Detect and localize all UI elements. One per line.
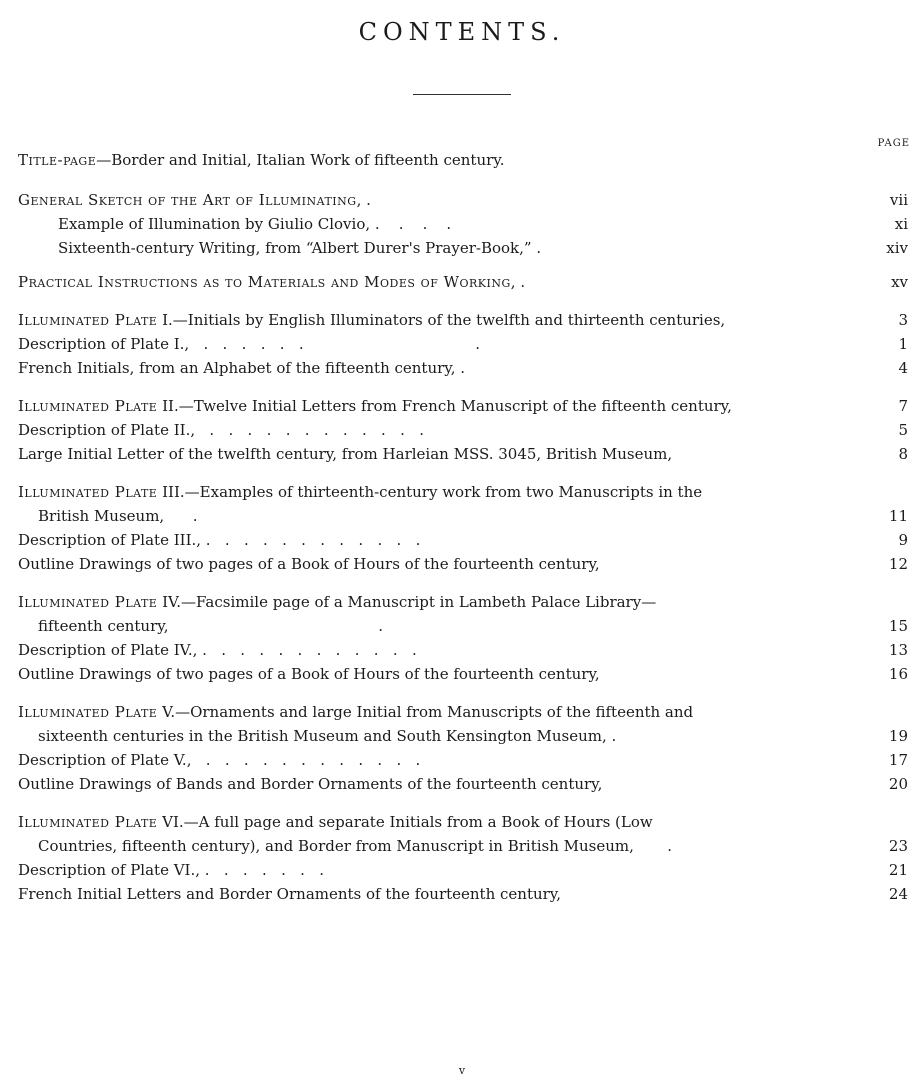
entry-description: British Museum, . <box>38 507 198 525</box>
entry-page-number: 7 <box>898 397 908 415</box>
entry-page-number: xi <box>894 215 908 233</box>
entry-page-number: 5 <box>898 421 908 439</box>
entry-text <box>18 332 480 356</box>
entry-page-number: 15 <box>888 617 908 635</box>
contents-group <box>18 188 908 260</box>
contents-entry <box>18 638 908 662</box>
entry-description: sixteenth centuries in the British Museum and South Kensington Museum, . <box>38 727 617 745</box>
entry-description: fifteenth century, . <box>38 617 384 635</box>
entry-page-number: 13 <box>888 641 908 659</box>
entry-text <box>18 662 600 686</box>
entry-heading: Illuminated Plate <box>18 483 158 501</box>
contents-group <box>18 270 908 294</box>
entry-text <box>18 724 616 748</box>
entry-description: French Initial Letters and Border Ornaments of the fourteenth century, <box>18 885 562 903</box>
contents-entry <box>18 148 908 172</box>
title-rule <box>413 94 511 95</box>
entry-description: Description of Plate VI., . . . . . . . <box>18 861 324 879</box>
contents-entry <box>18 552 908 576</box>
entry-text <box>18 442 672 466</box>
contents-entry <box>18 332 908 356</box>
entry-text <box>18 590 656 614</box>
entry-description: Description of Plate IV., . . . . . . . . . . . . <box>18 641 417 659</box>
contents-entry <box>18 772 908 796</box>
entry-page-number: xiv <box>886 239 908 257</box>
entry-description: Outline Drawings of two pages of a Book of Hours of the fourteenth century, <box>18 555 600 573</box>
entry-description: Example of Illumination by Giulio Clovio, . . . . <box>58 215 452 233</box>
entry-text <box>18 858 324 882</box>
entry-page-number: 1 <box>898 335 908 353</box>
contents-entry <box>18 724 908 748</box>
entry-page-number: 20 <box>888 775 908 793</box>
contents-list <box>18 148 908 906</box>
entry-text <box>18 748 420 772</box>
entry-description: Sixteenth-century Writing, from “Albert Durer's Prayer-Book,” . <box>58 239 542 257</box>
contents-group <box>18 148 908 172</box>
contents-entry <box>18 590 908 614</box>
entry-text <box>18 528 420 552</box>
contents-entry <box>18 662 908 686</box>
entry-text <box>18 236 541 260</box>
entry-text <box>18 772 602 796</box>
entry-page-number: vii <box>889 191 908 209</box>
entry-heading: Practical Instructions as to Materials and Modes of Working <box>18 273 511 291</box>
entry-text <box>18 552 600 576</box>
entry-text <box>18 700 693 724</box>
entry-description: II.—Twelve Initial Letters from French Manuscript of the fifteenth century, <box>157 397 732 415</box>
entry-page-number: 4 <box>898 359 908 377</box>
entry-page-number: 17 <box>888 751 908 769</box>
contents-entry <box>18 270 908 294</box>
entry-text <box>18 504 198 528</box>
contents-entry <box>18 858 908 882</box>
entry-description: I.—Initials by English Illuminators of the twelfth and thirteenth centuries, <box>157 311 726 329</box>
entry-text <box>18 356 465 380</box>
contents-entry <box>18 308 908 332</box>
entry-page-number: 12 <box>888 555 908 573</box>
contents-entry <box>18 810 908 834</box>
entry-page-number: 19 <box>888 727 908 745</box>
entry-page-number: 16 <box>888 665 908 683</box>
entry-text <box>18 212 451 236</box>
contents-entry <box>18 834 908 858</box>
entry-text <box>18 882 561 906</box>
page-column-header: PAGE <box>877 138 910 149</box>
contents-entry <box>18 212 908 236</box>
entry-text <box>18 148 505 172</box>
entry-text <box>18 810 653 834</box>
contents-entry <box>18 442 908 466</box>
entry-page-number: 23 <box>888 837 908 855</box>
entry-description: Large Initial Letter of the twelfth century, from Harleian MSS. 3045, British Museum, <box>18 445 673 463</box>
entry-text <box>18 188 371 212</box>
entry-heading: Title-page <box>18 151 97 169</box>
contents-group <box>18 394 908 466</box>
contents-group <box>18 810 908 906</box>
contents-entry <box>18 480 908 504</box>
entry-page-number: xv <box>891 273 908 291</box>
entry-description: Outline Drawings of Bands and Border Ornaments of the fourteenth century, <box>18 775 603 793</box>
entry-heading: Illuminated Plate <box>18 593 158 611</box>
entry-description: Description of Plate II., . . . . . . . . . . . . <box>18 421 424 439</box>
contents-entry <box>18 882 908 906</box>
contents-group <box>18 480 908 576</box>
entry-description: Description of Plate V., . . . . . . . . . . . . <box>18 751 421 769</box>
contents-entry <box>18 504 908 528</box>
page-number: v <box>458 1064 466 1077</box>
entry-description: Countries, fifteenth century), and Border from Manuscript in British Museum, . <box>38 837 673 855</box>
entry-text <box>18 308 725 332</box>
entry-description: —Border and Initial, Italian Work of fifteenth century. <box>96 151 505 169</box>
entry-description: French Initials, from an Alphabet of the fifteenth century, . <box>18 359 466 377</box>
contents-group <box>18 590 908 686</box>
contents-group <box>18 700 908 796</box>
entry-description: III.—Examples of thirteenth-century work from two Manuscripts in the <box>157 483 703 501</box>
contents-entry <box>18 188 908 212</box>
page-title: CONTENTS. <box>358 18 566 46</box>
entry-text <box>18 270 525 294</box>
entry-page-number: 9 <box>898 531 908 549</box>
entry-text <box>18 480 702 504</box>
entry-heading: Illuminated Plate <box>18 397 158 415</box>
entry-page-number: 24 <box>888 885 908 903</box>
entry-description: Outline Drawings of two pages of a Book of Hours of the fourteenth century, <box>18 665 600 683</box>
contents-group <box>18 308 908 380</box>
entry-description: Description of Plate III., . . . . . . . . . . . . <box>18 531 421 549</box>
entry-description: V.—Ornaments and large Initial from Manuscripts of the fifteenth and <box>157 703 694 721</box>
entry-page-number: 11 <box>888 507 908 525</box>
contents-entry <box>18 394 908 418</box>
entry-description: VI.—A full page and separate Initials from a Book of Hours (Low <box>157 813 653 831</box>
entry-page-number: 21 <box>888 861 908 879</box>
entry-description: , . <box>356 191 371 209</box>
entry-description: , . <box>510 273 526 291</box>
contents-entry <box>18 356 908 380</box>
entry-text <box>18 418 424 442</box>
entry-heading: General Sketch of the Art of Illuminating <box>18 191 357 209</box>
entry-text <box>18 638 417 662</box>
contents-entry <box>18 748 908 772</box>
contents-entry <box>18 700 908 724</box>
entry-page-number: 8 <box>898 445 908 463</box>
contents-entry <box>18 614 908 638</box>
entry-page-number: 3 <box>898 311 908 329</box>
entry-text <box>18 394 732 418</box>
entry-heading: Illuminated Plate <box>18 813 158 831</box>
entry-heading: Illuminated Plate <box>18 703 158 721</box>
entry-text <box>18 834 672 858</box>
entry-description: Description of Plate I., . . . . . . . <box>18 335 481 353</box>
contents-entry <box>18 236 908 260</box>
entry-heading: Illuminated Plate <box>18 311 158 329</box>
contents-entry <box>18 418 908 442</box>
entry-description: IV.—Facsimile page of a Manuscript in Lambeth Palace Library— <box>157 593 657 611</box>
contents-entry <box>18 528 908 552</box>
entry-text <box>18 614 383 638</box>
